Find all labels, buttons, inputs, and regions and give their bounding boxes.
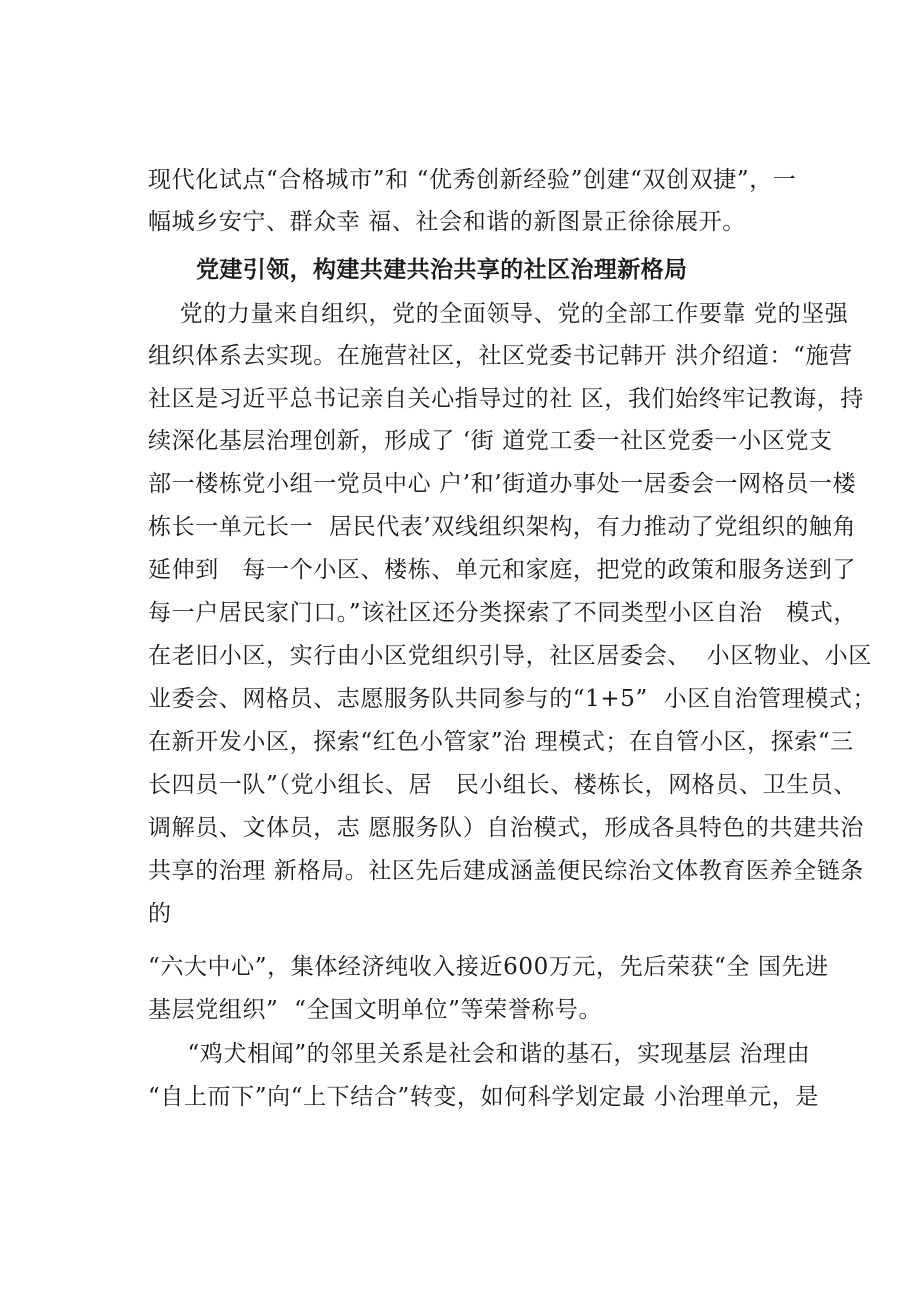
section-heading: 党建引领，构建共建共治共享的社区治理新格局 (196, 257, 688, 283)
paragraph-line: 在新开发小区，探索“红色小管家”治 理模式；在自管小区，探索“三 (148, 729, 854, 755)
paragraph-line: 基层党组织” “全国文明单位”等荣誉称号。 (148, 997, 603, 1023)
paragraph-line: 延伸到 每一个小区、楼栋、单元和家庭，把党的政策和服务送到了 (148, 557, 857, 583)
paragraph-line: 调解员、文体员，志 愿服务队）自治模式，形成各具特色的共建共治 (148, 815, 864, 841)
paragraph-line: 在老旧小区，实行由小区党组织引导，社区居委会、 小区物业、小区 (148, 643, 872, 669)
intro-line: 幅城乡安宁、群众幸 福、社会和谐的新图景正徐徐展开。 (148, 209, 746, 235)
paragraph-line: “自上而下”向“上下结合”转变，如何科学划定最 小治理单元，是 (148, 1084, 819, 1110)
paragraph-line: 的 (148, 901, 172, 927)
intro-line: 现代化试点“合格城市”和 “优秀创新经验”创建“双创双捷”，一 (148, 167, 797, 193)
paragraph-line: “六大中心”，集体经济纯收入接近600万元，先后荣获“全 国先进 (148, 954, 829, 980)
paragraph-line: 社区是习近平总书记亲自关心指导过的社 区，我们始终牢记教诲，持 (148, 386, 864, 412)
paragraph-line: 组织体系去实现。在施营社区，社区党委书记韩开 洪介绍道：“施营 (148, 343, 853, 369)
paragraph-line: “鸡犬相闻”的邻里关系是社会和谐的基石，实现基层 治理由 (148, 1041, 811, 1067)
paragraph-line: 每一户居民家门口。”该社区还分类探索了不同类型小区自治 模式， (148, 600, 857, 626)
paragraph-line: 共享的治理 新格局。社区先后建成涵盖便民综治文体教育医养全链条 (148, 858, 864, 884)
paragraph-line: 党的力量来自组织，党的全面领导、党的全部工作要靠 党的坚强 (148, 301, 849, 327)
paragraph-line: 续深化基层治理创新，形成了 ‘街 道党工委一社区党委一小区党支 (148, 428, 833, 454)
paragraph-line: 长四员一队”（党小组长、居 民小组长、楼栋长，网格员、卫生员、 (148, 772, 857, 798)
paragraph-line: 部一楼栋党小组一党员中心 户’和’街道办事处一居委会一网格员一楼 (148, 471, 857, 497)
paragraph-line: 业委会、网格员、志愿服务队共同参与的“1+5” 小区自治管理模式； (148, 686, 877, 712)
paragraph-line: 栋长一单元长一 居民代表’双线组织架构，有力推动了党组织的触角 (148, 514, 857, 540)
